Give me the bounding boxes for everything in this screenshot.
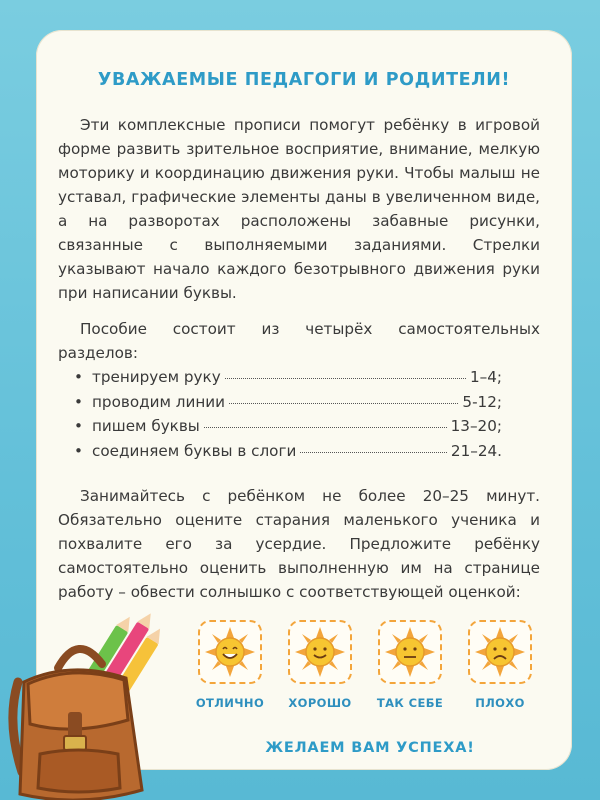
section-pages: 1–4; bbox=[469, 368, 502, 386]
rating-suns bbox=[180, 620, 560, 730]
structure-paragraph: Пособие состоит из четырёх самостоятельных разделов: bbox=[58, 320, 540, 362]
sun-icon bbox=[474, 626, 526, 678]
sun-frame bbox=[468, 620, 532, 684]
rating-excellent[interactable] bbox=[180, 620, 280, 710]
bullet: • bbox=[74, 392, 83, 411]
list-item bbox=[74, 442, 502, 467]
bullet: • bbox=[74, 441, 83, 460]
rating-label: ТАК СЕБЕ bbox=[376, 696, 444, 710]
backpack-icon bbox=[0, 612, 170, 800]
rating-good[interactable] bbox=[270, 620, 370, 710]
rating-label: ОТЛИЧНО bbox=[195, 696, 265, 710]
list-item bbox=[74, 368, 502, 393]
dot-leader bbox=[204, 427, 447, 428]
sun-icon bbox=[384, 626, 436, 678]
rating-so-so[interactable] bbox=[360, 620, 460, 710]
rating-label: ХОРОШО bbox=[288, 696, 352, 710]
page-title: УВАЖАЕМЫЕ ПЕДАГОГИ И РОДИТЕЛИ! bbox=[97, 70, 511, 90]
section-pages: 5-12; bbox=[462, 392, 502, 411]
advice-paragraph: Занимайтесь с ребёнком не более 20–25 минут. Обязательно оцените старания маленького ученика и похвалите его за усердие. Предложите ребёнку самостоятельно оценить выполненную им на странице работу – обвести солнышко с соответствующей оценкой: bbox=[58, 487, 540, 601]
bullet: • bbox=[74, 368, 83, 386]
list-item bbox=[74, 393, 502, 418]
section-name: проводим линии bbox=[92, 392, 226, 411]
sun-icon bbox=[294, 626, 346, 678]
dot-leader bbox=[229, 403, 458, 404]
sun-icon bbox=[204, 626, 256, 678]
section-name: соединяем буквы в слоги bbox=[92, 441, 297, 460]
intro-paragraph: Эти комплексные прописи помогут ребёнку в игровой форме развить зрительное восприятие, внимание, мелкую моторику и координацию движения руки. Чтобы малыш не уставал, графические элементы даны в увеличенном виде, а на разворотах расположены забавные рисунки, связанные с выполняемыми заданиями. Стрелки указывают начало каждого безотрывного движения руки при написании буквы. bbox=[58, 116, 540, 302]
sections-list bbox=[74, 368, 502, 466]
dot-leader bbox=[300, 452, 447, 453]
rating-bad[interactable] bbox=[450, 620, 550, 710]
bullet: • bbox=[74, 417, 83, 435]
rating-label: ПЛОХО bbox=[475, 696, 525, 710]
closing-wish: ЖЕЛАЕМ ВАМ УСПЕХА! bbox=[265, 740, 475, 756]
section-name: пишем буквы bbox=[92, 417, 200, 435]
section-pages: 21–24. bbox=[450, 441, 502, 460]
list-item bbox=[74, 417, 502, 442]
section-name: тренируем руку bbox=[92, 368, 221, 386]
sun-frame bbox=[288, 620, 352, 684]
sun-frame bbox=[378, 620, 442, 684]
dot-leader bbox=[225, 378, 466, 379]
section-pages: 13–20; bbox=[450, 417, 502, 435]
sun-frame bbox=[198, 620, 262, 684]
